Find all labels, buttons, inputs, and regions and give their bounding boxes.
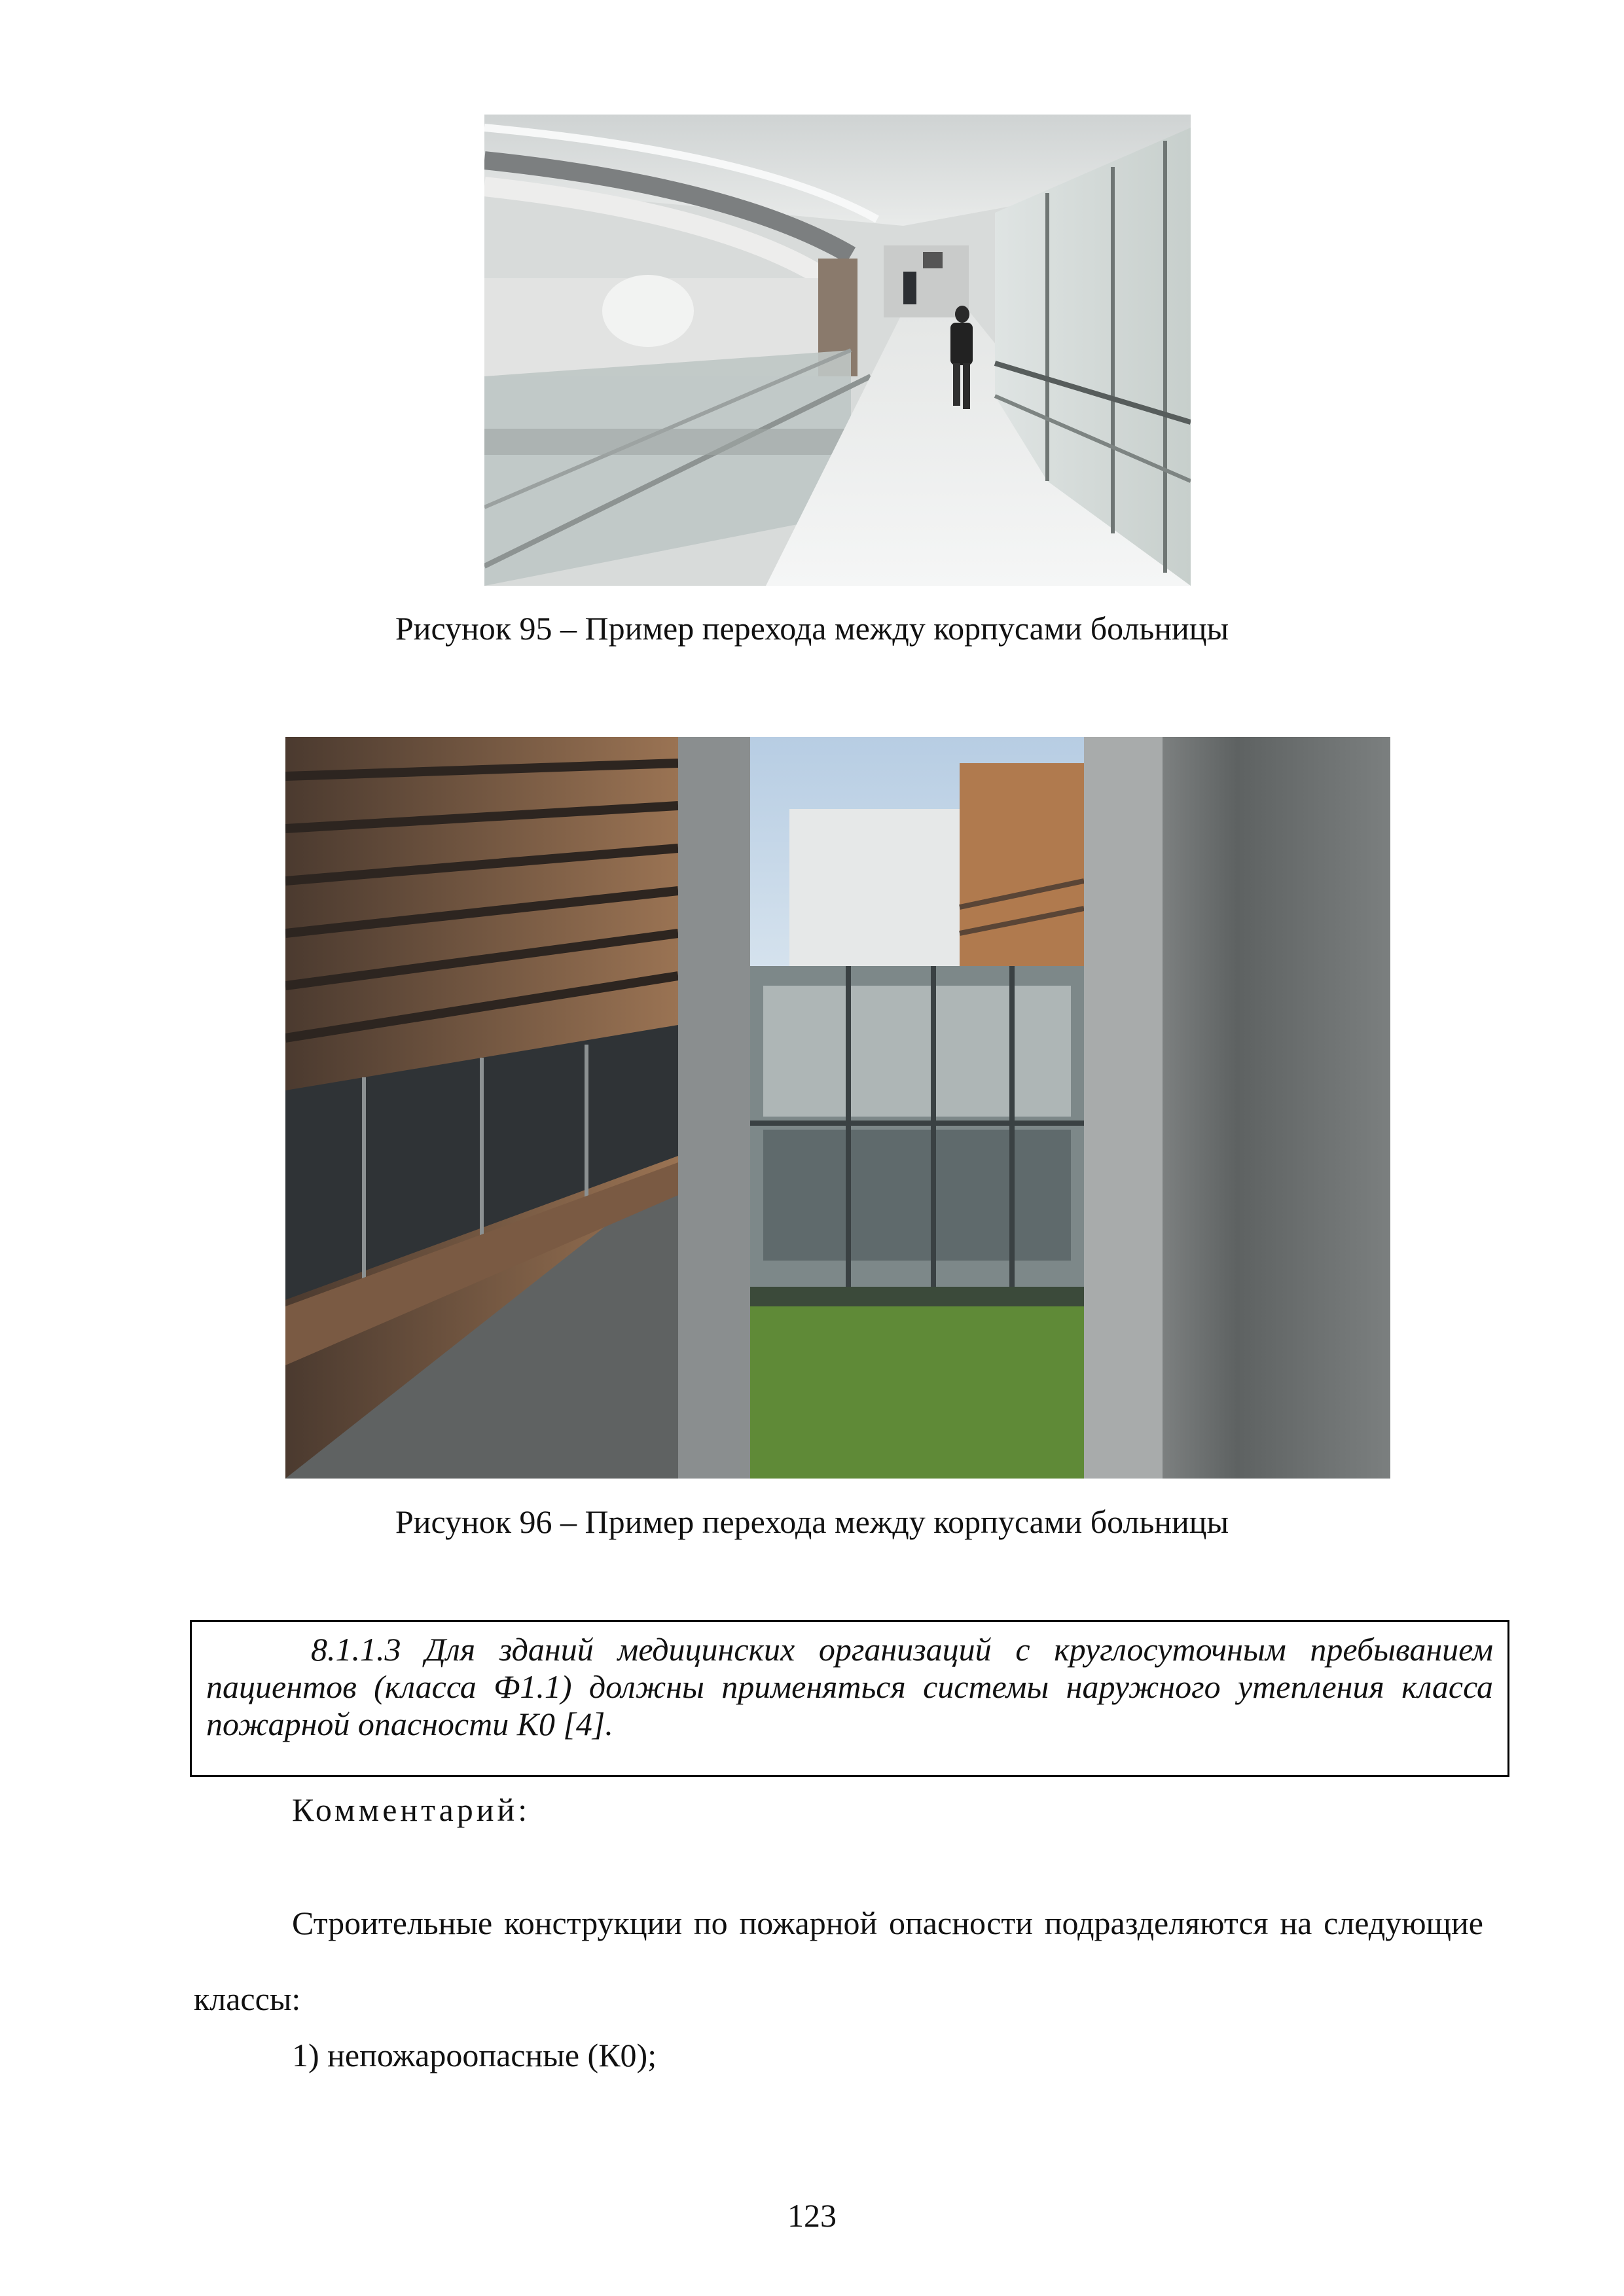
figure-95-caption: Рисунок 95 – Пример перехода между корпусами больницы bbox=[395, 610, 1229, 647]
page-number: 123 bbox=[787, 2197, 837, 2234]
comment-heading: Комментарий: bbox=[292, 1791, 531, 1828]
requirement-box bbox=[190, 1620, 1509, 1777]
body-paragraph: Строительные конструкции по пожарной опасности подразделяются на следующие классы: bbox=[194, 1905, 1483, 2017]
figure-96-photo bbox=[285, 737, 1390, 1479]
requirement-text: 8.1.1.3 Для зданий медицинских организаций с круглосуточным пребыванием пациентов (класса Ф1.1) должны применяться системы наружного утепления класса пожарной опасности К0 [4]. bbox=[206, 1631, 1493, 1742]
figure-95-photo bbox=[484, 115, 1191, 586]
figure-96-caption: Рисунок 96 – Пример перехода между корпусами больницы bbox=[395, 1503, 1229, 1540]
list-item: 1) непожароопасные (К0); bbox=[292, 2037, 657, 2073]
